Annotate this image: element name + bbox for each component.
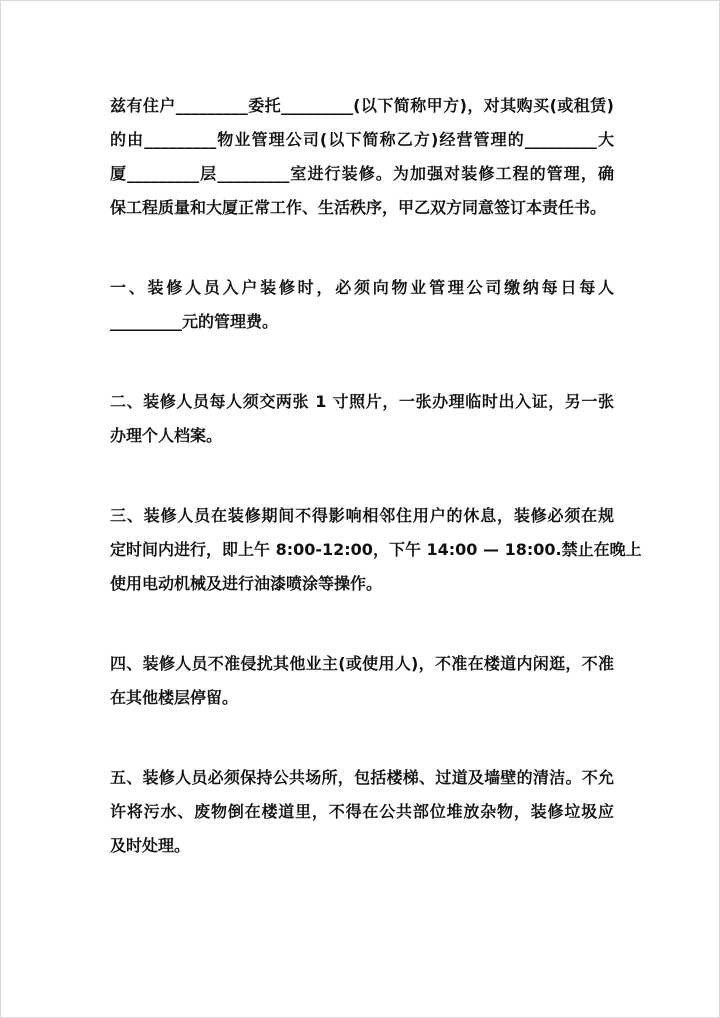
paragraph-gap [110,225,614,271]
text-line: 的由_________物业管理公司(以下简称乙方)经营管理的_________大 [110,130,614,149]
text-line: 保工程质量和大厦正常工作、生活秩序，甲乙双方同意签订本责任书。 [110,198,607,217]
text-line: 一、装修人员入户装修时，必须向物业管理公司缴纳每日每人 [110,278,614,297]
paragraph-gap [110,453,614,499]
intro-paragraph [110,89,614,225]
text-line: 使用电动机械及进行油漆喷涂等操作。 [110,574,383,593]
clause-1 [110,271,614,339]
paragraph-gap [110,339,614,385]
text-line: 四、装修人员不准侵扰其他业主(或使用人)，不准在楼道内闲逛，不准 [110,654,614,673]
text-line: 及时处理。 [110,836,191,855]
text-line: 厦_________层_________室进行装修。为加强对装修工程的管理，确 [110,164,614,183]
clause-3 [110,499,642,601]
paragraph-gap [110,715,614,761]
clause-2 [110,385,614,453]
paragraph-gap [110,601,614,647]
text-line: 定时间内进行，即上午 8:00-12:00，下午 14:00 — 18:00.禁止在晚上 [110,540,642,559]
clause-5 [110,761,614,863]
text-line: 兹有住户_________委托_________(以下简称甲方)，对其购买(或租赁) [110,96,614,115]
text-line: 在其他楼层停留。 [110,688,239,707]
clause-4 [110,647,614,715]
text-line: 五、装修人员必须保持公共场所，包括楼梯、过道及墙壁的清洁。不允 [110,768,614,787]
text-line: _________元的管理费。 [110,312,279,331]
document-body [110,89,642,863]
text-line: 二、装修人员每人须交两张 1 寸照片，一张办理临时出入证，另一张 [110,392,614,411]
text-line: 许将污水、废物倒在楼道里，不得在公共部位堆放杂物，装修垃圾应 [110,802,614,821]
text-line: 三、装修人员在装修期间不得影响相邻住用户的休息，装修必须在规 [110,506,614,525]
text-line: 办理个人档案。 [110,426,223,445]
